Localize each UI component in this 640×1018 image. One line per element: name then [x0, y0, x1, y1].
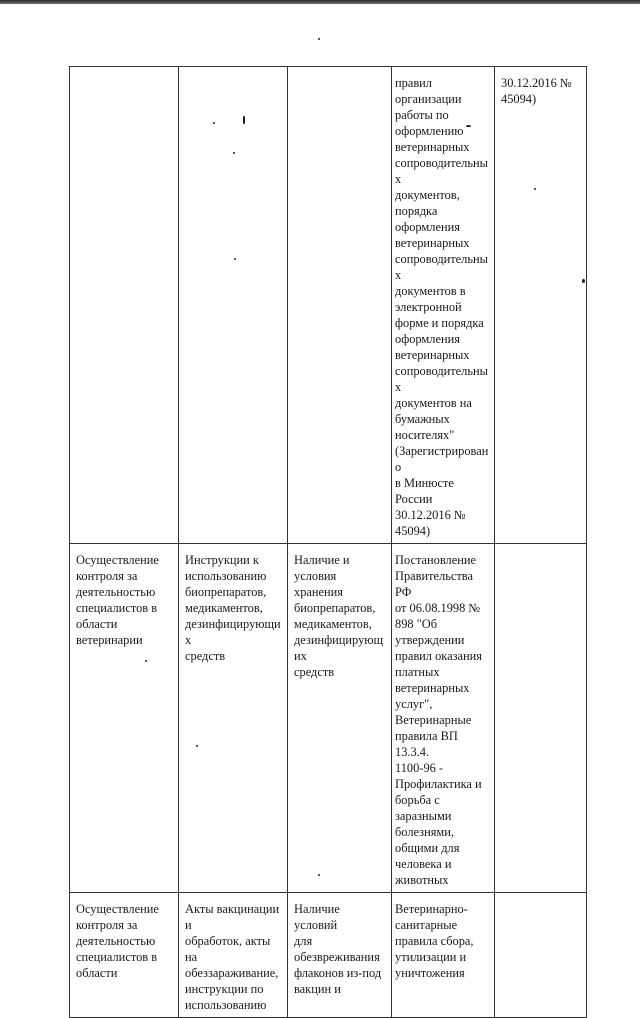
table-cell [179, 893, 288, 1018]
table-cell [392, 544, 495, 893]
table-row [70, 893, 587, 1018]
table-cell [392, 67, 495, 544]
cell-text: Наличие и условия хранения биопрепаратов, медикаментов, дезинфицирующих средств [294, 553, 384, 679]
cell-text: Постановление Правительства РФ от 06.08.1998 № 898 "Об утверждении правил оказания платных ветеринарных услуг", Ветеринарные правила ВП 13.3.4. 1100-96 - Профилактика и борьба с заразными болезнями, общими для человека и животных [395, 553, 482, 887]
cell-text: Инструкции к использованию биопрепаратов, медикаментов, дезинфицирующих средств [185, 553, 281, 663]
table-cell [392, 893, 495, 1018]
table-cell [70, 67, 179, 544]
table-cell [495, 67, 587, 544]
table-cell [288, 893, 392, 1018]
cell-text: правил организации работы по оформлению ветеринарных сопроводительных документов, порядка оформления ветеринарных сопроводительных документов в электронной форме и порядка оформления ветеринарных сопроводительных документов на бумажных носителях" (Зарегистрировано в Минюсте России 30.12.2016 № 45094) [395, 76, 489, 538]
table-cell [179, 544, 288, 893]
table-cell [70, 544, 179, 893]
scan-speck [318, 38, 320, 40]
table-cell [288, 544, 392, 893]
table-row [70, 67, 587, 544]
table-cell [70, 893, 179, 1018]
regulation-table [69, 66, 587, 1018]
cell-text: Осуществление контроля за деятельностью специалистов в области [76, 902, 159, 980]
cell-text: Акты вакцинации и обработок, акты на обеззараживание, инструкции по использованию [185, 902, 280, 1012]
table-cell [495, 544, 587, 893]
table-cell [288, 67, 392, 544]
cell-text: Наличие условий для обезвреживания флаконов из-под вакцин и [294, 902, 382, 996]
table-cell [179, 67, 288, 544]
cell-text: Осуществление контроля за деятельностью специалистов в области ветеринарии [76, 553, 159, 647]
cell-text: Ветеринарно- санитарные правила сбора, утилизации и уничтожения [395, 902, 474, 980]
table-row [70, 544, 587, 893]
scan-edge [0, 0, 640, 4]
cell-text: 30.12.2016 № 45094) [501, 76, 572, 106]
table-cell [495, 893, 587, 1018]
